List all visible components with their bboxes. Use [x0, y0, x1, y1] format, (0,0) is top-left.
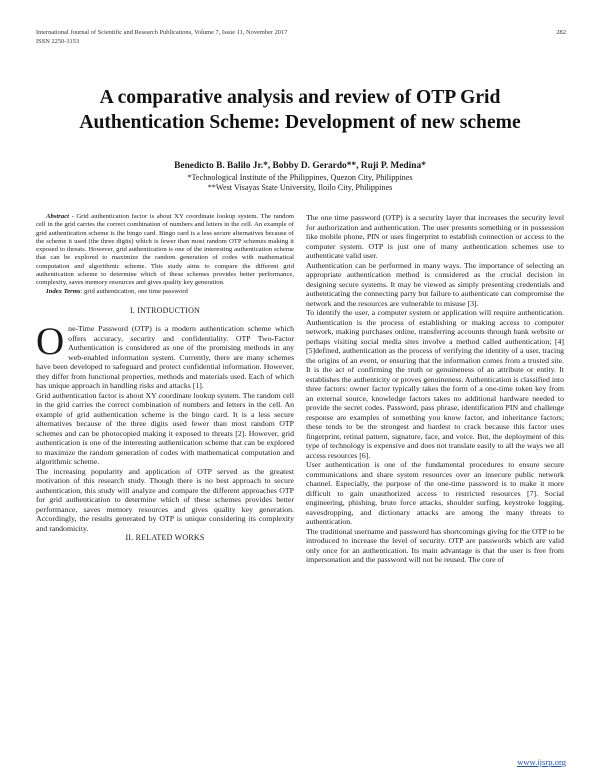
- title-line-1: A comparative analysis and review of OTP Grid: [99, 87, 501, 108]
- introduction-heading: I. INTRODUCTION: [129, 305, 201, 315]
- issn-line: ISSN 2250-3153: [36, 37, 80, 45]
- related-paragraph-4: User authentication is one of the fundamental procedures to ensure secure communications and share system resources over an insecure public network channel. Especially, the purpose of the one-time password is to make it more difficult to gain unauthorized access to restricted resources [7]. Social engineering, phishing, brute force attacks, shoulder surfing, keystroke logging, eavesdropping, and dictionary attacks are among the many threats to authentication.: [306, 460, 564, 526]
- intro-paragraph-2: Grid authentication factor is about XY coordinate lookup system. The random cell in the grid carries the correct combination of numbers and letters in the cell. An example of grid authentication scheme is the bingo card. It is a less secure alternatives because of the three digits used fewer than most random OTP schemes and can be photocopied making it exposed to threats [2]. However, grid authentication is one of the interesting authentication scheme that can be explored to maximize the random generation of codes with mathematical computation and algorithmic scheme.: [36, 390, 294, 467]
- abstract-text: - Grid authentication factor is about XY coordinate lookup system. The random cell in the grid carries the correct combination of numbers and letters in the cell. An example of grid authentication scheme is the bingo card. Bingo card is a less secure alternatives because of the scheme it used (the three digits) which is fewer than most random OTP schemes making it exposed to threats. However, grid authentication is one of the interesting authentication scheme that can be explored to maximize the random generation of codes with mathematical computation and algorithmic scheme. This study aims to compare the different grid authentication scheme to determine which of these schemes provides better performance, complexity, saves memory resources and gives quality key generation.: [36, 213, 294, 287]
- index-terms-label: Index Terms: [46, 287, 81, 295]
- affiliation-1: *Technological Institute of the Philippines, Quezon City, Philippines: [187, 173, 413, 182]
- intro-paragraph-3: The increasing popularity and application of OTP served as the greatest motivation of this research study. Though there is no best approach to secure authentication, this study will analyze and compare the different approaches OTP for grid authentication to determine which of these schemes provides better performance, saves memory resources and gives quality key generation. Accordingly, the results generated by OTP is unique considering its complexity and randomicity.: [36, 466, 294, 533]
- abstract-label: Abstract: [46, 213, 70, 220]
- author-list: Benedicto B. Balilo Jr.*, Bobby D. Gerardo**, Ruji P. Medina*: [174, 161, 426, 171]
- related-paragraph-5: The traditional username and password has shortcomings giving for the OTP to be introduced to increase the level of security. OTP are passwords which are valid only once for an authentication. Its main advantage is that the user is free from impersonation and the password will not be reused. The core of: [306, 526, 564, 564]
- abstract: [36, 213, 294, 288]
- drop-cap: O: [36, 320, 65, 364]
- related-paragraph-1: The one time password (OTP) is a security layer that increases the security level for authorization and authentication. The user presents something or in possession like mobile phone, PIN or uses fingerprint to establish connection or access to the computer system. OTP is just one of many authentication schemes use to authenticate valid user.: [306, 213, 564, 260]
- intro-paragraph-1: [36, 320, 294, 391]
- related-paragraph-2: Authentication can be performed in many ways. The importance of selecting an appropriate authentication method is considered as the crucial decision in designing secure systems. It may be viewed as simply presenting credentials and authenticating the connecting party but failure to authenticate can compromise the network and the resources are vulnerable to misuse [3].: [306, 260, 564, 308]
- intro-paragraph-1-text: ne-Time Password (OTP) is a modern authentication scheme which offers accuracy, security and confidentiality. OTP Two-Factor Authentication is considered as one of the promising methods in any web-enabled information system. Currently, there are many schemes have been developed to safeguard and protect confidential information. However, they differ from functional properties, methods and materials used. Each of which has unique approach in handling risks and attacks [1].: [36, 324, 294, 391]
- left-column: [36, 213, 294, 543]
- related-paragraph-3: To identify the user, a computer system or application will require authentication. Authentication is the process of establishing or making access to computer network, making purchases online, transferring accounts through bank website or perhaps visiting social media sites involve a method called authentication; [4][5]defined, authentication as the process of verifying the identity of a user, tracing the origins of an event, or ensuring that the information comes from a trusted site. It is the act of confirming the truth or genuineness of an attribute or entity. It establishes the authenticity or proves genuineness. Authentication is classified into three factors: owner factor typically takes the form of a one-time token key from an external source, knowledge factors takes no additional hardware needed to provide the secret codes. Password, pass phrase, identification PIN and challenge response are examples of something you know factor, and inheritance factors; these tends to be the strongest and hardest to crack because this factor uses fingerprint, retinal pattern, signature, face, and voice. But, the deployment of this type of technology is expensive and does not translate easily to all the ways we all access resources [6].: [306, 308, 564, 460]
- journal-website-link[interactable]: www.ijsrp.org: [517, 757, 566, 767]
- index-terms-text: : grid authentication, one time password: [80, 287, 188, 295]
- affiliation-2: **West Visayas State University, Iloilo City, Philippines: [207, 183, 393, 192]
- related-works-heading: II. RELATED WORKS: [125, 533, 205, 543]
- paper-title: [36, 86, 564, 135]
- journal-line: International Journal of Scientific and Research Publications, Volume 7, Issue 11, November 2017: [36, 29, 288, 36]
- title-line-2: Authentication Scheme: Development of new scheme: [79, 111, 521, 133]
- running-header: [36, 29, 456, 46]
- page-number: 282: [556, 29, 566, 36]
- index-terms: [36, 288, 294, 296]
- right-column: [306, 213, 564, 565]
